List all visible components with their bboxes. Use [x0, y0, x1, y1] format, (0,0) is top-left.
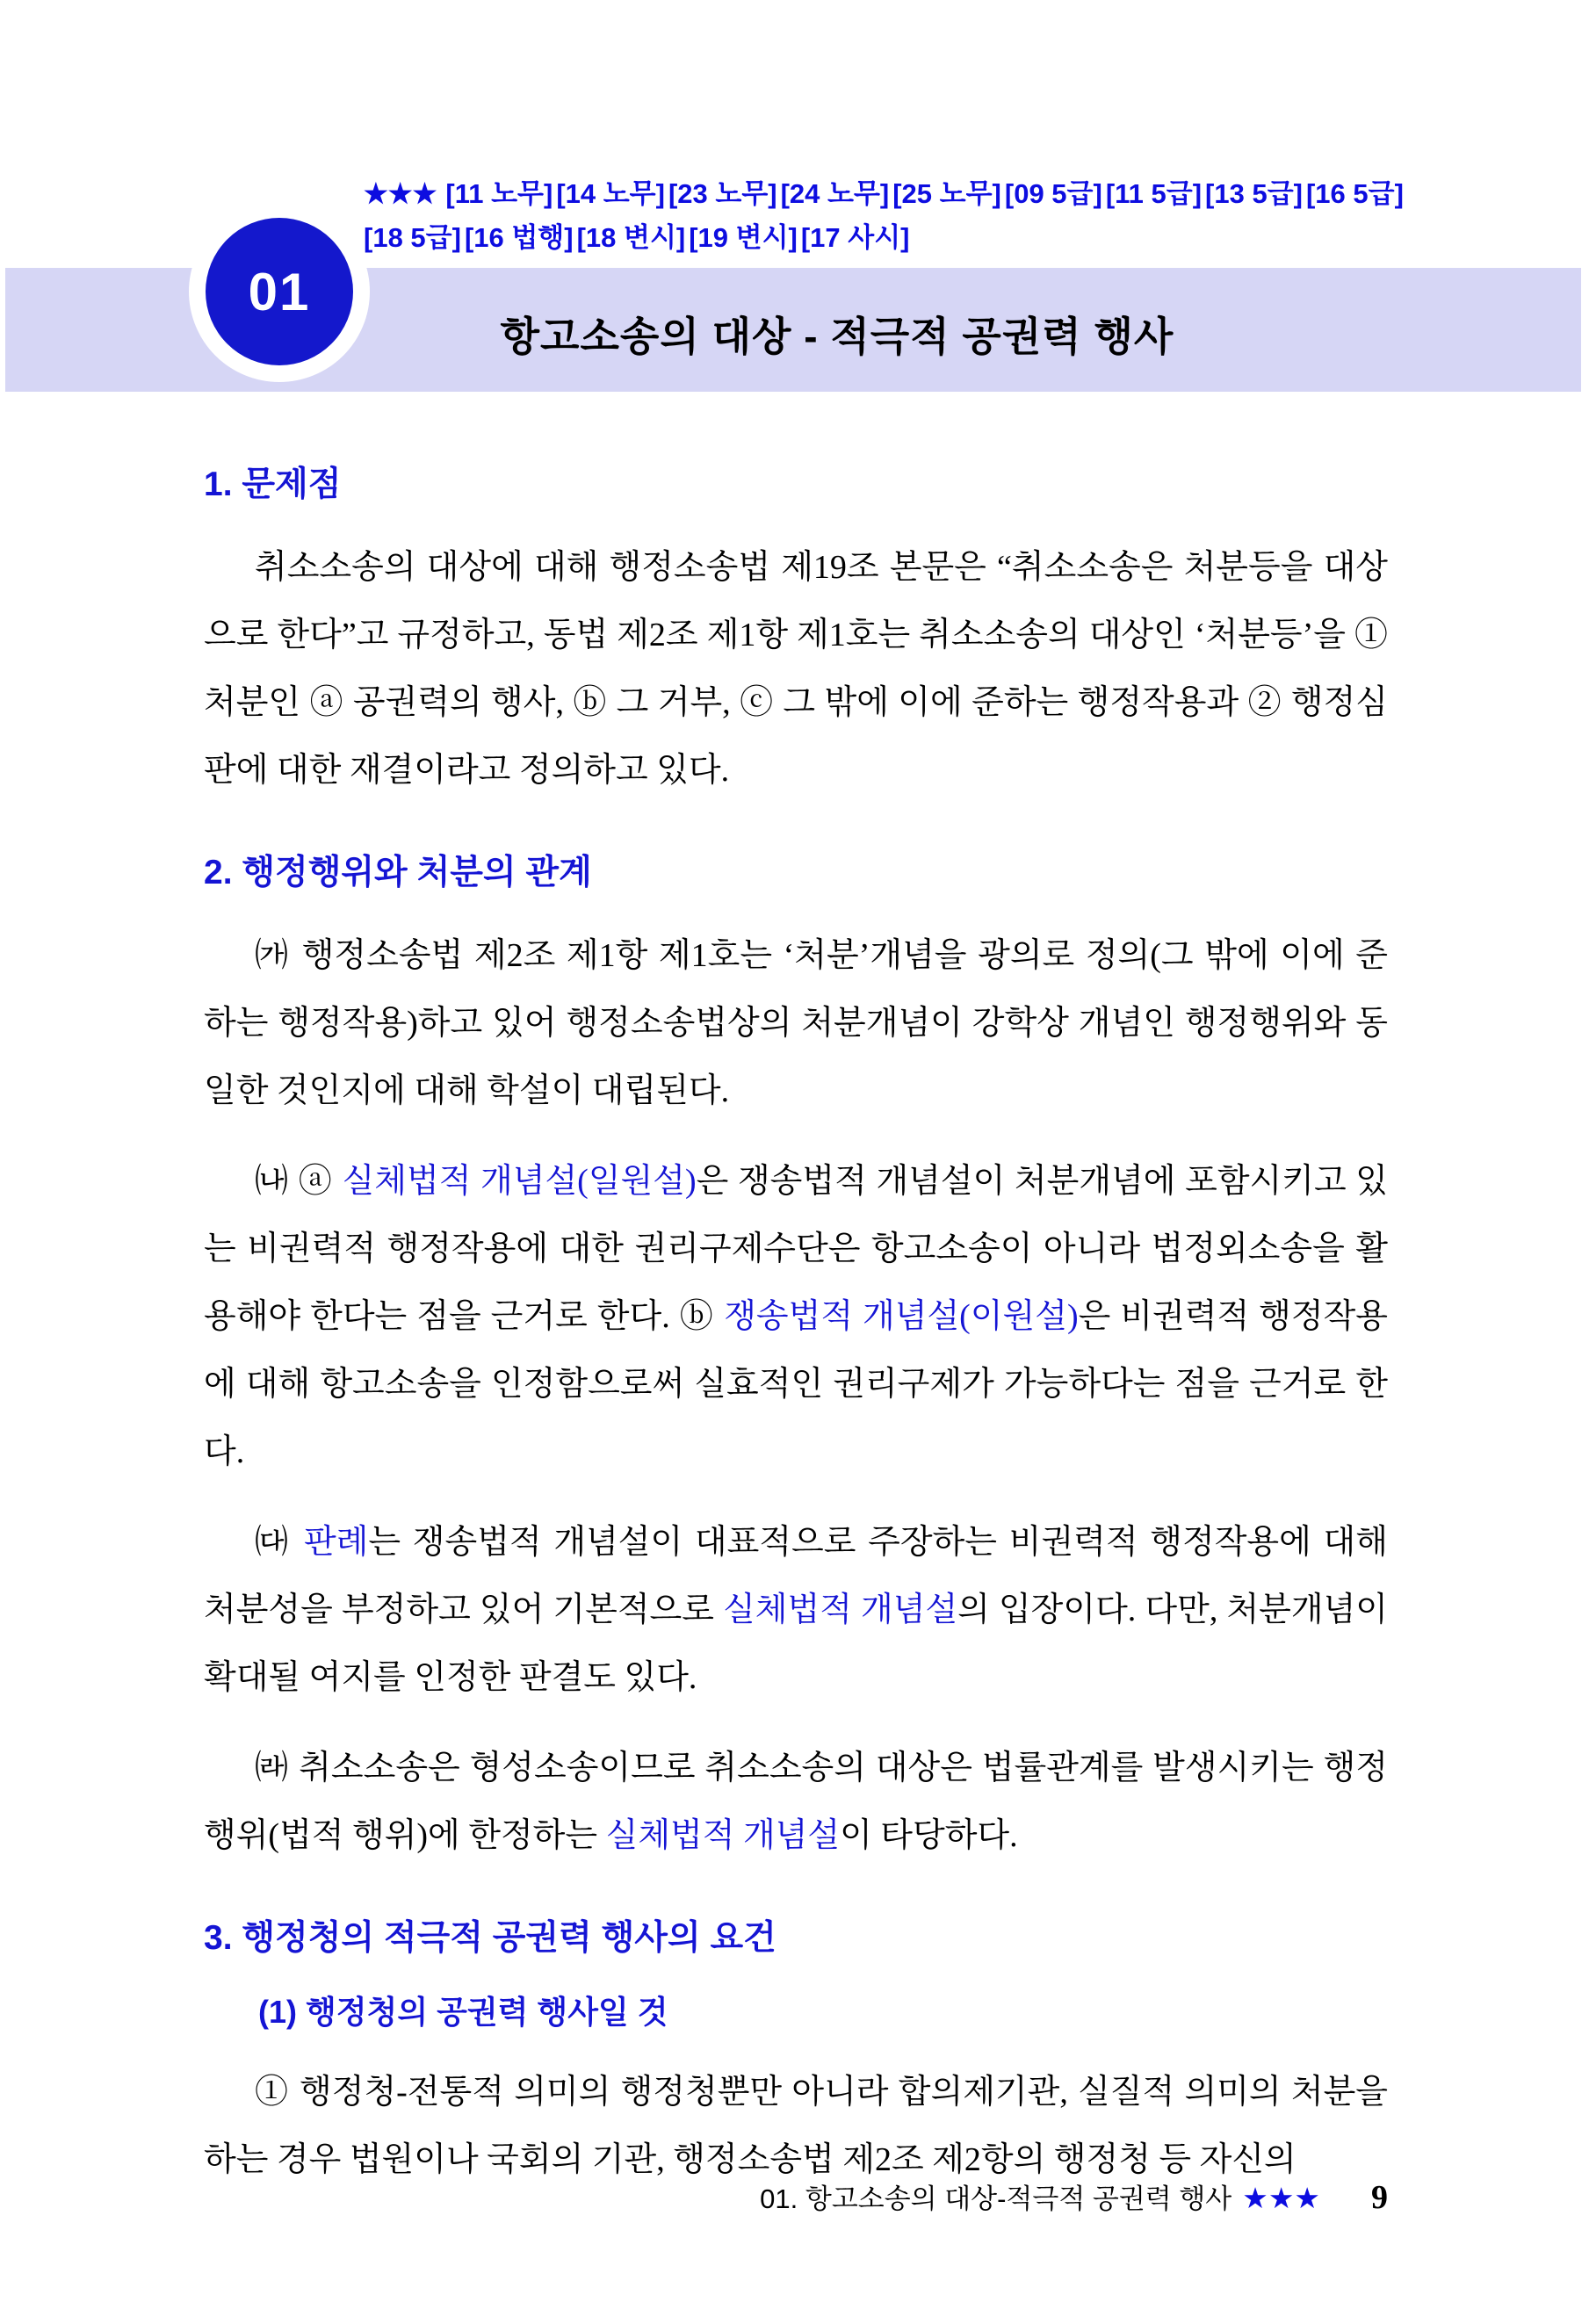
section [204, 1910, 1388, 2194]
body-text: ㈐ [255, 1524, 304, 1561]
chapter-number-circle [206, 218, 353, 365]
body-text: 취소소송의 대상에 대해 행정소송법 제19조 본문은 “취소소송은 처분등을 대상으로 한다”고 규정하고, 동법 제2조 제1항 제1호는 취소소송의 대상인 ‘처분등’을 ① 처분인 ⓐ 공권력의 행사, ⓑ 그 거부, ⓒ 그 밖에 이에 준하는 행정작용과 ② 행정심판에 대한 재결이라고 정의하고 있다. [204, 549, 1388, 789]
body-text: 이 타당하다. [840, 1817, 1018, 1854]
highlighted-term: 판례 [303, 1524, 369, 1561]
content-sections [204, 457, 1388, 2234]
paragraph [204, 1148, 1388, 1486]
exam-tag: [09 5급] [1004, 178, 1102, 209]
exam-tags-line2 [364, 216, 1411, 260]
difficulty-stars: ★★★ [364, 178, 437, 209]
paragraph [204, 2059, 1388, 2194]
exam-tag: [11 노무] [445, 178, 553, 209]
page-footer [760, 2176, 1388, 2217]
footer-stars: ★★★ [1242, 2182, 1320, 2214]
body-text: ㈏ ⓐ [255, 1163, 343, 1200]
paragraph [204, 1735, 1388, 1870]
body-text: 은 쟁송법적 개념설이 처분개념에 포함시키고 있는 비권력적 행정작용에 대한 권리구제수단은 항고소송이 아니라 법정외소송을 활용해야 한다는 점을 근거로 한다. ⓑ [204, 1163, 1388, 1335]
exam-tag: [25 노무] [892, 178, 1001, 209]
exam-tag: [16 5급] [1305, 178, 1404, 209]
body-text: ① 행정청-전통적 의미의 행정청뿐만 아니라 합의제기관, 실질적 의미의 처분을 하는 경우 법원이나 국회의 기관, 행정소송법 제2조 제2항의 행정청 등 자신의 [204, 2074, 1388, 2178]
exam-tags-line1 [364, 172, 1411, 216]
exam-tag: [16 법행] [464, 222, 574, 253]
body-text: 의 입장이다. 다만, 처분개념이 확대될 여지를 인정한 판결도 있다. [204, 1591, 1388, 1696]
section-heading: 3. 행정청의 적극적 공권력 행사의 요건 [204, 1919, 776, 1957]
exam-tag: [23 노무] [668, 178, 777, 209]
exam-tag: [17 사시] [800, 222, 910, 253]
body-text: 은 비권력적 행정작용에 대해 항고소송을 인정함으로써 실효적인 권리구제가 가능하다는 점을 근거로 한다. [204, 1298, 1389, 1470]
section [204, 845, 1388, 1870]
chapter-title: 항고소송의 대상 - 적극적 공권력 행사 [500, 314, 1174, 359]
chapter-number-badge [189, 201, 370, 382]
body-text: ㈑ 취소소송은 형성소송이므로 취소소송의 대상은 법률관계를 발생시키는 행정행위(법적 행위)에 한정하는 [204, 1750, 1388, 1854]
exam-tag: [19 변시] [689, 222, 798, 253]
highlighted-term: 쟁송법적 개념설(이원설) [724, 1298, 1079, 1335]
paragraph [204, 1509, 1388, 1712]
exam-tag: [11 5급] [1105, 178, 1203, 209]
chapter-number: 01 [248, 262, 311, 321]
exam-tag: [18 변시] [576, 222, 686, 253]
exam-tag: [13 5급] [1205, 178, 1303, 209]
paragraph [204, 922, 1388, 1125]
highlighted-term: 실체법적 개념설 [723, 1591, 958, 1628]
exam-tag: [18 5급] [364, 222, 461, 253]
page-number: 9 [1371, 2179, 1388, 2216]
highlighted-term: 실체법적 개념설(일원설) [342, 1163, 697, 1200]
highlighted-term: 실체법적 개념설 [605, 1817, 841, 1854]
exam-tag: [24 노무] [780, 178, 890, 209]
section-subheading: (1) 행정청의 공권력 행사일 것 [258, 1994, 668, 2030]
body-text: ㈎ 행정소송법 제2조 제1항 제1호는 ‘처분’개념을 광의로 정의(그 밖에 이에 준하는 행정작용)하고 있어 행정소송법상의 처분개념이 강학상 개념인 행정행위와 동일한 것인지에 대해 학설이 대립된다. [204, 937, 1388, 1109]
section-heading: 1. 문제점 [204, 466, 342, 503]
exam-tag: [14 노무] [556, 178, 665, 209]
footer-title: 01. 항고소송의 대상-적극적 공권력 행사 [760, 2183, 1232, 2214]
exam-tag-list-1 [445, 178, 1407, 209]
exam-tags [364, 172, 1411, 260]
section [204, 457, 1388, 805]
body-text: 는 쟁송법적 개념설이 대표적으로 주장하는 비권력적 행정작용에 대해 처분성을 부정하고 있어 기본적으로 [204, 1524, 1388, 1628]
section-heading: 2. 행정행위와 처분의 관계 [204, 854, 592, 891]
paragraph [204, 534, 1388, 805]
